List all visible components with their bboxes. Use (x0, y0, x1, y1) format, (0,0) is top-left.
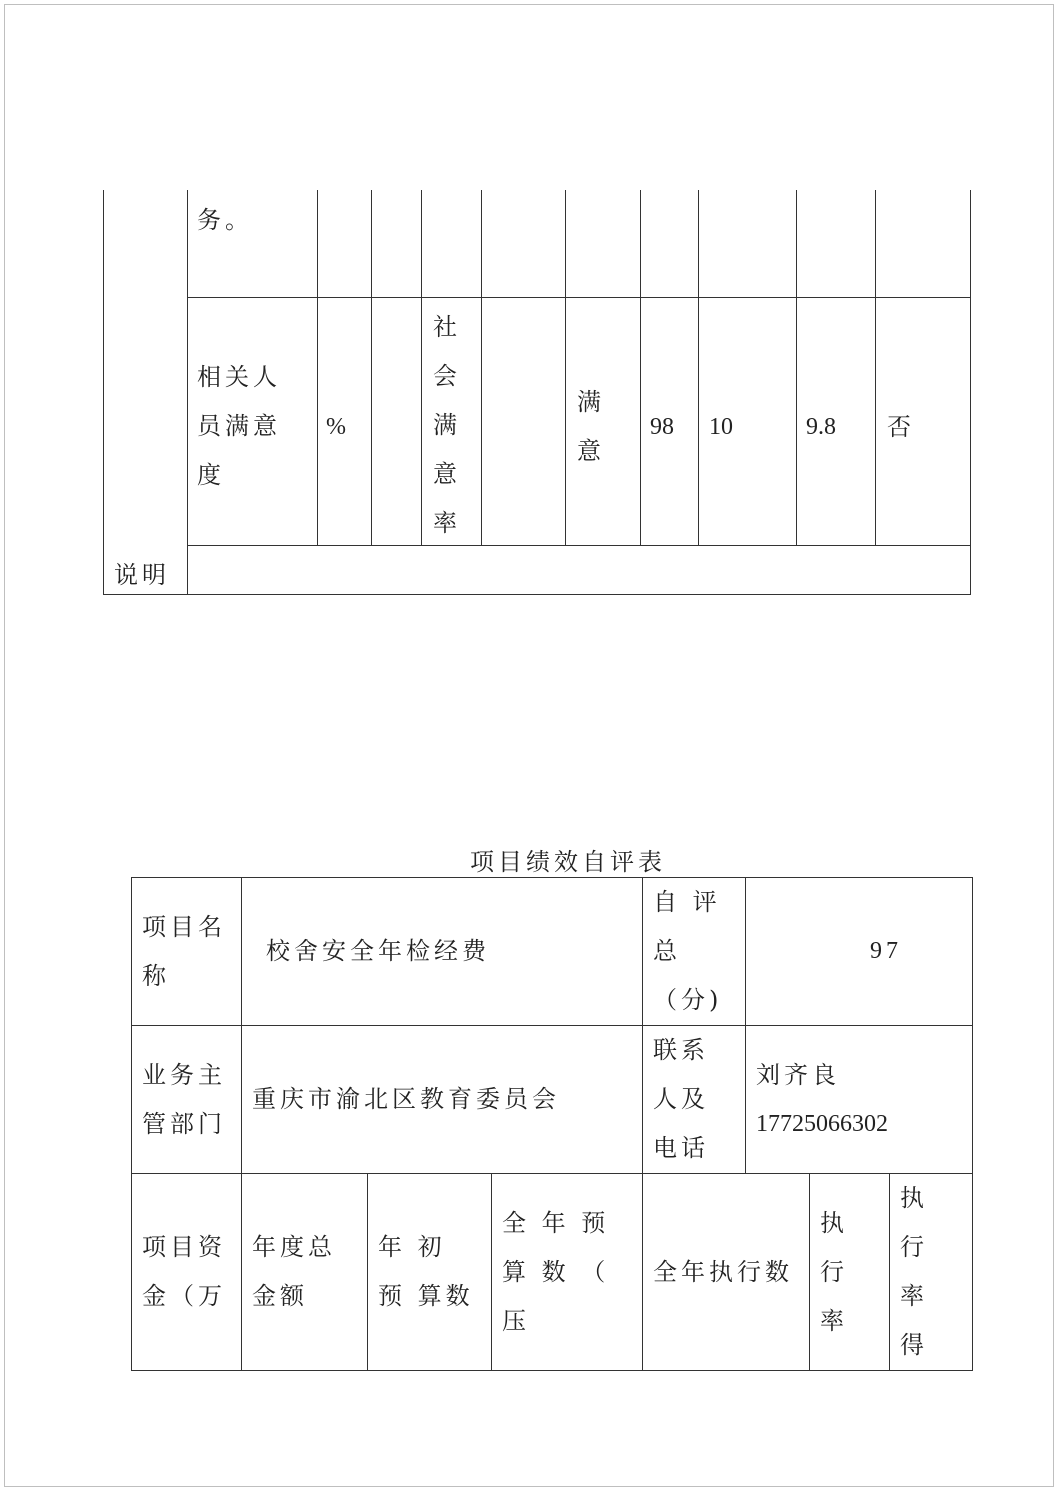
unit-cell: % (326, 414, 346, 440)
self-evaluation-table (131, 877, 973, 1371)
dept-label: 业务主管部门 (132, 1026, 242, 1174)
table-title: 项目绩效自评表 (470, 848, 666, 876)
score-cell: 9.8 (806, 414, 836, 440)
col-exec-rate: 执 行 率 (810, 1174, 890, 1371)
actual-cell: 98 (650, 414, 674, 440)
col-exec-score: 执 行 率 得 (890, 1174, 973, 1371)
standard-cell: 社会满意率 (433, 313, 457, 537)
self-score-label: 自 评 总 （分) (643, 878, 746, 1026)
dept-value: 重庆市渝北区教育委员会 (242, 1026, 643, 1174)
target-cell: 满意 (577, 388, 601, 465)
col-annual-total: 年度总金额 (242, 1174, 368, 1371)
explain-label: 说明 (114, 561, 170, 589)
funds-label: 项目资金（万 (132, 1174, 242, 1371)
row1-text: 务。 (197, 206, 253, 234)
contact-label: 联系人及电话 (643, 1026, 746, 1174)
deduct-cell: 否 (887, 413, 915, 441)
project-name-label: 项目名称 (132, 878, 242, 1026)
col-initial-budget: 年 初 预 算数 (368, 1174, 492, 1371)
contact-name: 刘齐良 (756, 1060, 840, 1089)
indicator-cell: 相关人员满意度 (197, 363, 281, 489)
project-name-value: 校舍安全年检经费 (242, 878, 643, 1026)
col-full-exec: 全年执行数 (643, 1174, 810, 1371)
weight-cell: 10 (709, 414, 733, 440)
self-score-value: 97 (746, 878, 973, 1026)
contact-phone: 17725066302 (756, 1110, 888, 1137)
contact-cell (746, 1026, 973, 1174)
col-full-budget: 全 年 预 算 数 （ 压 (492, 1174, 643, 1371)
